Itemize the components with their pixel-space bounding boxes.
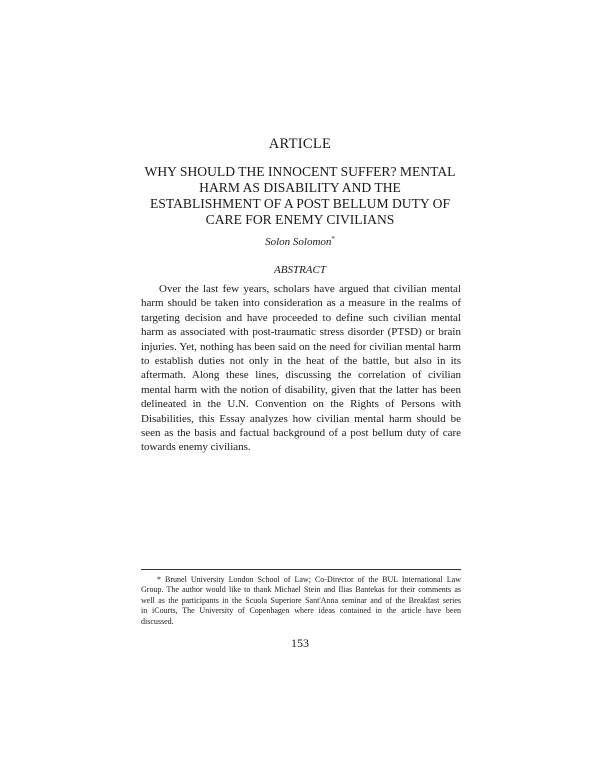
title-line: ESTABLISHMENT OF A POST BELLUM DUTY OF [149, 196, 451, 211]
title-line: WHY SHOULD THE INNOCENT SUFFER? MENTAL [144, 164, 456, 179]
abstract-line: harm should be taken into consideration as a measure in the realms of [141, 297, 461, 310]
abstract-line: mental harm with the notion of disability, given that the latter has been [141, 383, 461, 396]
abstract-line: towards enemy civilians. [141, 441, 251, 454]
footnote [141, 575, 461, 627]
abstract-line: harm as associated with post-traumatic stress disorder (PTSD) or brain [141, 326, 461, 339]
abstract-heading: ABSTRACT [274, 264, 326, 276]
article-title [130, 164, 470, 228]
title-line: HARM AS DISABILITY AND THE [199, 180, 401, 195]
abstract-line: injuries. Yet, nothing has been said on the need for civilian mental harm [141, 340, 461, 353]
footnote-line: Group. The author would like to thank Michael Stein and Ilias Bantekas for their comments as [141, 585, 461, 595]
page-number: 153 [291, 636, 309, 650]
footnote-line: well as the participants in the Scuola Superiore Sant'Anna seminar and of the Breakfast series [141, 595, 461, 605]
abstract-line: Over the last few years, scholars have argued that civilian mental [159, 283, 461, 295]
author-line [130, 236, 470, 248]
footnote-line: discussed. [141, 616, 174, 626]
section-label: ARTICLE [268, 136, 332, 152]
footnote-divider [141, 569, 461, 570]
abstract-body [141, 282, 461, 455]
author-name: Solon Solomon [265, 236, 332, 248]
footnote-line: in iCourts, The University of Copenhagen where ideas contained in the article have been [141, 606, 461, 616]
author-footnote-mark: * [331, 235, 335, 243]
footnote-line: * Brunel University London School of Law; Co-Director of the BUL International Law [157, 575, 461, 584]
abstract-line: to establish duties not only in the heat of the battle, but also in its [141, 355, 461, 368]
abstract-line: Disabilities, this Essay analyzes how civilian mental harm should be [141, 412, 461, 425]
abstract-line: aftermath. Along these lines, discussing the correlation of civilian [141, 369, 461, 382]
abstract-line: delineated in the U.N. Convention on the Rights of Persons with [141, 398, 461, 411]
abstract-line: targeting decision and have proceeded to define such civilian mental [141, 311, 461, 324]
abstract-line: seen as the basis and factual background of a post bellum duty of care [141, 427, 461, 440]
title-line: CARE FOR ENEMY CIVILIANS [205, 212, 395, 227]
